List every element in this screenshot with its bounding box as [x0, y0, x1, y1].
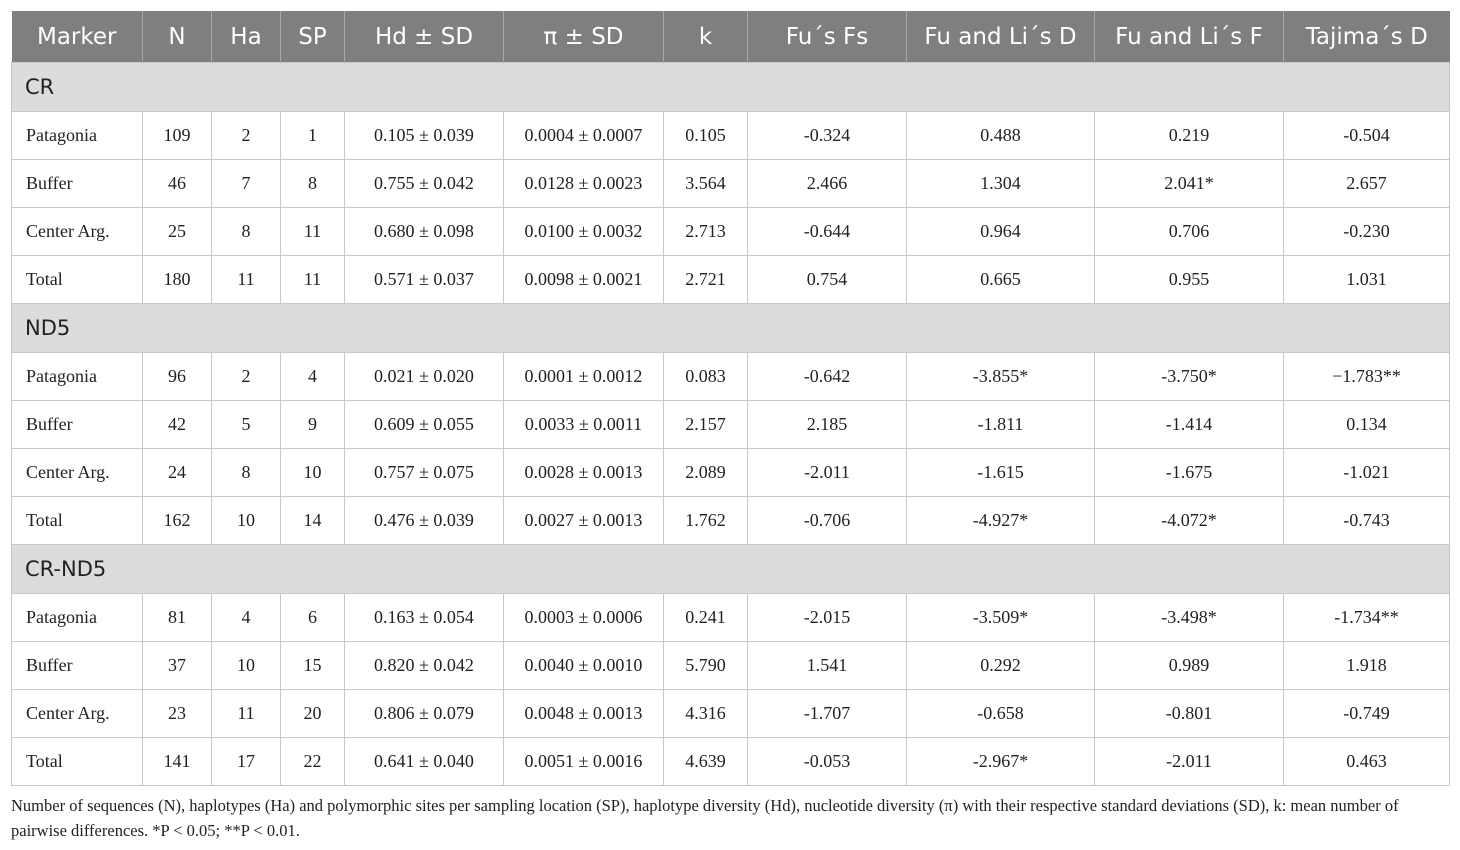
table-cell: 14: [281, 497, 345, 545]
table-cell: 1.031: [1284, 256, 1450, 304]
row-label: Buffer: [12, 160, 143, 208]
table-cell: 5.790: [664, 642, 748, 690]
table-cell: -1.707: [748, 690, 907, 738]
section-title: CR-ND5: [12, 545, 1450, 594]
column-header: Ha: [212, 11, 281, 63]
table-cell: -0.230: [1284, 208, 1450, 256]
table-cell: 0.0027 ± 0.0013: [504, 497, 664, 545]
table-cell: 4: [281, 353, 345, 401]
table-cell: 0.706: [1095, 208, 1284, 256]
table-cell: -3.750*: [1095, 353, 1284, 401]
table-cell: 162: [143, 497, 212, 545]
table-cell: -1.675: [1095, 449, 1284, 497]
column-header: Fu and Li´s F: [1095, 11, 1284, 63]
table-row: [12, 738, 1450, 786]
row-label: Center Arg.: [12, 449, 143, 497]
table-cell: 8: [212, 449, 281, 497]
section-title: CR: [12, 63, 1450, 112]
table-cell: -1.811: [907, 401, 1095, 449]
table-cell: 109: [143, 112, 212, 160]
table-cell: -0.642: [748, 353, 907, 401]
table-cell: 1.304: [907, 160, 1095, 208]
table-cell: -0.658: [907, 690, 1095, 738]
table-cell: 1: [281, 112, 345, 160]
table-cell: 2: [212, 353, 281, 401]
table-cell: -2.967*: [907, 738, 1095, 786]
table-cell: -1.734**: [1284, 594, 1450, 642]
table-row: [12, 256, 1450, 304]
table-cell: 0.0128 ± 0.0023: [504, 160, 664, 208]
table-cell: 0.665: [907, 256, 1095, 304]
table-cell: 0.806 ± 0.079: [345, 690, 504, 738]
table-cell: 0.105 ± 0.039: [345, 112, 504, 160]
table-cell: 1.918: [1284, 642, 1450, 690]
table-cell: 37: [143, 642, 212, 690]
table-cell: 0.476 ± 0.039: [345, 497, 504, 545]
table-cell: 81: [143, 594, 212, 642]
table-cell: 0.641 ± 0.040: [345, 738, 504, 786]
column-header: SP: [281, 11, 345, 63]
table-cell: 0.0003 ± 0.0006: [504, 594, 664, 642]
row-label: Patagonia: [12, 594, 143, 642]
section-title: ND5: [12, 304, 1450, 353]
table-cell: 2.657: [1284, 160, 1450, 208]
table-cell: 1.541: [748, 642, 907, 690]
table-row: [12, 353, 1450, 401]
table-body: [12, 63, 1450, 786]
table-cell: 0.955: [1095, 256, 1284, 304]
table-cell: 0.571 ± 0.037: [345, 256, 504, 304]
table-cell: 2.185: [748, 401, 907, 449]
table-cell: -2.011: [1095, 738, 1284, 786]
table-cell: -4.072*: [1095, 497, 1284, 545]
table-cell: 180: [143, 256, 212, 304]
table-cell: 0.083: [664, 353, 748, 401]
table-cell: 0.757 ± 0.075: [345, 449, 504, 497]
table-cell: 2: [212, 112, 281, 160]
table-container: [11, 11, 1449, 786]
table-cell: 0.241: [664, 594, 748, 642]
table-cell: 24: [143, 449, 212, 497]
table-cell: -0.324: [748, 112, 907, 160]
table-cell: 10: [212, 642, 281, 690]
table-row: [12, 594, 1450, 642]
row-label: Total: [12, 738, 143, 786]
table-cell: 8: [212, 208, 281, 256]
table-cell: 0.754: [748, 256, 907, 304]
row-label: Patagonia: [12, 112, 143, 160]
row-label: Patagonia: [12, 353, 143, 401]
table-cell: 0.755 ± 0.042: [345, 160, 504, 208]
table-cell: 15: [281, 642, 345, 690]
table-cell: 6: [281, 594, 345, 642]
table-cell: 0.989: [1095, 642, 1284, 690]
table-cell: 0.0051 ± 0.0016: [504, 738, 664, 786]
table-cell: 2.089: [664, 449, 748, 497]
table-cell: 11: [281, 256, 345, 304]
table-footnote: Number of sequences (N), haplotypes (Ha) and polymorphic sites per sampling location (SP), haplotype diversity (Hd), nucleotide diversity (π) with their respective standard deviations (SD), k: mean number of pairwise differences. *P < 0.05; **P < 0.01.: [11, 796, 1399, 840]
table-cell: 20: [281, 690, 345, 738]
table-cell: 0.463: [1284, 738, 1450, 786]
table-cell: -4.927*: [907, 497, 1095, 545]
table-cell: 0.0048 ± 0.0013: [504, 690, 664, 738]
table-cell: -0.743: [1284, 497, 1450, 545]
table-cell: 0.820 ± 0.042: [345, 642, 504, 690]
table-cell: 8: [281, 160, 345, 208]
table-cell: 7: [212, 160, 281, 208]
table-cell: 0.0098 ± 0.0021: [504, 256, 664, 304]
column-header: Marker: [12, 11, 143, 63]
table-cell: -0.706: [748, 497, 907, 545]
table-cell: 22: [281, 738, 345, 786]
table-cell: 3.564: [664, 160, 748, 208]
table-row: [12, 449, 1450, 497]
table-cell: 0.0033 ± 0.0011: [504, 401, 664, 449]
table-cell: -2.011: [748, 449, 907, 497]
table-cell: 4.316: [664, 690, 748, 738]
table-cell: 11: [212, 256, 281, 304]
table-row: [12, 160, 1450, 208]
table-cell: 0.964: [907, 208, 1095, 256]
table-cell: -1.021: [1284, 449, 1450, 497]
table-cell: 9: [281, 401, 345, 449]
row-label: Center Arg.: [12, 208, 143, 256]
table-cell: 0.0028 ± 0.0013: [504, 449, 664, 497]
table-cell: 1.762: [664, 497, 748, 545]
table-cell: 2.721: [664, 256, 748, 304]
table-cell: 0.609 ± 0.055: [345, 401, 504, 449]
table-cell: -3.855*: [907, 353, 1095, 401]
section-header-row: [12, 63, 1450, 112]
table-cell: -0.504: [1284, 112, 1450, 160]
table-cell: 2.157: [664, 401, 748, 449]
table-cell: −1.783**: [1284, 353, 1450, 401]
table-cell: 42: [143, 401, 212, 449]
table-cell: 10: [212, 497, 281, 545]
column-header: π ± SD: [504, 11, 664, 63]
table-cell: 5: [212, 401, 281, 449]
table-cell: 0.680 ± 0.098: [345, 208, 504, 256]
table-cell: 25: [143, 208, 212, 256]
table-cell: 141: [143, 738, 212, 786]
column-header: Tajima´s D: [1284, 11, 1450, 63]
table-cell: -0.053: [748, 738, 907, 786]
table-cell: 0.292: [907, 642, 1095, 690]
diversity-table: [11, 11, 1450, 786]
column-header: k: [664, 11, 748, 63]
column-header: Hd ± SD: [345, 11, 504, 63]
table-cell: 0.0004 ± 0.0007: [504, 112, 664, 160]
table-cell: 0.0040 ± 0.0010: [504, 642, 664, 690]
table-cell: 96: [143, 353, 212, 401]
table-cell: 0.219: [1095, 112, 1284, 160]
table-cell: 2.041*: [1095, 160, 1284, 208]
table-row: [12, 497, 1450, 545]
row-label: Buffer: [12, 401, 143, 449]
table-row: [12, 208, 1450, 256]
table-cell: -3.498*: [1095, 594, 1284, 642]
table-cell: 4.639: [664, 738, 748, 786]
table-cell: 17: [212, 738, 281, 786]
table-cell: 0.105: [664, 112, 748, 160]
table-row: [12, 690, 1450, 738]
table-cell: 10: [281, 449, 345, 497]
row-label: Total: [12, 497, 143, 545]
table-cell: -0.644: [748, 208, 907, 256]
row-label: Center Arg.: [12, 690, 143, 738]
table-cell: 23: [143, 690, 212, 738]
table-cell: -0.801: [1095, 690, 1284, 738]
table-cell: 0.0001 ± 0.0012: [504, 353, 664, 401]
table-cell: 4: [212, 594, 281, 642]
section-header-row: [12, 545, 1450, 594]
table-cell: -1.414: [1095, 401, 1284, 449]
table-cell: 0.163 ± 0.054: [345, 594, 504, 642]
table-cell: 0.488: [907, 112, 1095, 160]
column-header: Fu´s Fs: [748, 11, 907, 63]
table-cell: -3.509*: [907, 594, 1095, 642]
table-row: [12, 401, 1450, 449]
table-cell: -1.615: [907, 449, 1095, 497]
section-header-row: [12, 304, 1450, 353]
table-cell: 11: [281, 208, 345, 256]
column-header: Fu and Li´s D: [907, 11, 1095, 63]
header-row: [12, 11, 1450, 63]
table-cell: 0.0100 ± 0.0032: [504, 208, 664, 256]
table-cell: 0.134: [1284, 401, 1450, 449]
table-row: [12, 112, 1450, 160]
table-row: [12, 642, 1450, 690]
table-cell: -2.015: [748, 594, 907, 642]
table-cell: 11: [212, 690, 281, 738]
column-header: N: [143, 11, 212, 63]
table-cell: -0.749: [1284, 690, 1450, 738]
table-cell: 2.466: [748, 160, 907, 208]
table-cell: 46: [143, 160, 212, 208]
row-label: Total: [12, 256, 143, 304]
table-cell: 2.713: [664, 208, 748, 256]
row-label: Buffer: [12, 642, 143, 690]
table-cell: 0.021 ± 0.020: [345, 353, 504, 401]
